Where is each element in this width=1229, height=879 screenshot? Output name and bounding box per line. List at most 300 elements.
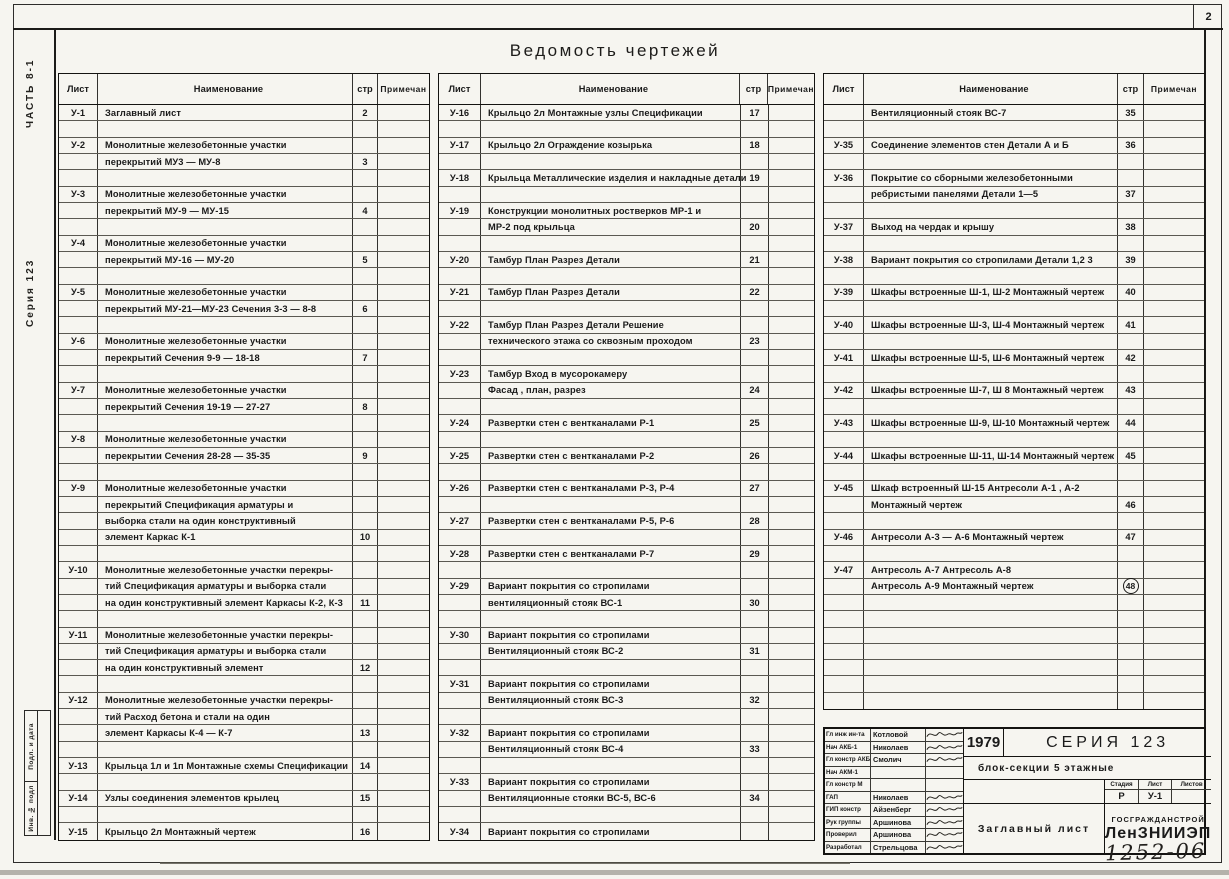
series-row	[964, 729, 1211, 757]
page-number-cell	[741, 579, 769, 594]
sheet-number-cell: У-2	[59, 138, 98, 153]
col-header-page: стр	[353, 74, 378, 104]
sheet-number-cell	[59, 644, 98, 659]
page-number-cell	[353, 513, 378, 528]
page-number-cell: 23	[741, 334, 769, 349]
page-number-cell: 34	[741, 791, 769, 806]
sheet-number-cell: У-26	[439, 481, 481, 496]
page-number-cell	[741, 758, 769, 773]
note-cell	[769, 334, 814, 349]
note-cell	[1144, 334, 1204, 349]
table-row	[824, 693, 1204, 709]
page-number-cell	[353, 464, 378, 479]
drawing-name-cell: Крыльца Металлические изделия и накладные детали	[481, 170, 741, 185]
table-row	[59, 121, 429, 137]
drawing-name-cell: Вариант покрытия со стропилами Детали 1,2 3	[864, 252, 1118, 267]
page-number-cell: 18	[741, 138, 769, 153]
page-number-cell	[1118, 203, 1144, 218]
table-row	[59, 758, 429, 774]
drawing-name-cell: на один конструктивный элемент	[98, 660, 353, 675]
handwritten-document-number: 1252-06	[1104, 838, 1207, 866]
sheet-number-cell	[439, 644, 481, 659]
signature-mark	[926, 842, 963, 853]
page-number-cell	[741, 366, 769, 381]
note-cell	[769, 121, 814, 136]
note-cell	[769, 170, 814, 185]
page-number-cell: 15	[353, 791, 378, 806]
signature-row	[825, 754, 963, 767]
signature-name: Стрельцова	[871, 842, 926, 854]
page-number-cell	[741, 807, 769, 822]
signature-row	[825, 804, 963, 817]
series-cell: СЕРИЯ 123	[1046, 733, 1170, 751]
page-number-cell	[741, 432, 769, 447]
page-number-cell: 38	[1118, 219, 1144, 234]
page-number-cell	[353, 219, 378, 234]
stamp-empty-cell	[38, 711, 50, 835]
page-number-cell	[353, 693, 378, 708]
note-cell	[378, 807, 429, 822]
signature-cell	[926, 742, 963, 754]
note-cell	[378, 676, 429, 691]
sheet-number-cell	[59, 742, 98, 757]
sheet-number-cell	[824, 121, 864, 136]
drawing-name-cell: Узлы соединения элементов крылец	[98, 791, 353, 806]
page-number-cell	[353, 187, 378, 202]
note-cell	[769, 138, 814, 153]
signature-cell	[926, 792, 963, 804]
drawing-name-cell	[864, 595, 1118, 610]
drawing-name-cell: Вентиляционный стояк ВС-3	[481, 693, 741, 708]
page-number-cell: 35	[1118, 105, 1144, 120]
sheet-number-cell	[824, 154, 864, 169]
note-cell	[769, 366, 814, 381]
signature-row	[825, 779, 963, 792]
page-number-cell: 33	[741, 742, 769, 757]
signature-role: Гл констр АКБ	[825, 754, 871, 766]
table-row	[439, 823, 814, 839]
drawing-name-cell	[864, 611, 1118, 626]
col-header-sheet: Лист	[439, 74, 481, 104]
empty-cell	[964, 780, 1105, 803]
drawing-name-cell: технического этажа со сквозным проходом	[481, 334, 741, 349]
note-cell	[378, 350, 429, 365]
sheet-number-cell	[439, 497, 481, 512]
sheet-number-cell	[824, 203, 864, 218]
page-number-cell	[353, 562, 378, 577]
table-row	[439, 252, 814, 268]
table-row	[59, 774, 429, 790]
drawing-name-cell: Вариант покрытия со стропилами	[481, 774, 741, 789]
note-cell	[769, 448, 814, 463]
table-row	[824, 644, 1204, 660]
note-cell	[1144, 464, 1204, 479]
note-cell	[1144, 154, 1204, 169]
sheet-number-cell: У-17	[439, 138, 481, 153]
page-number-cell	[353, 644, 378, 659]
note-cell	[1144, 350, 1204, 365]
drawing-name-cell: тий Спецификация арматуры и выборка стали	[98, 644, 353, 659]
col-header-sheet: Лист	[59, 74, 98, 104]
page-number-cell	[353, 709, 378, 724]
table-row	[59, 513, 429, 529]
drawing-name-cell	[864, 366, 1118, 381]
drawing-name-cell	[481, 236, 741, 251]
table-row	[439, 236, 814, 252]
drawing-name-cell: Покрытие со сборными железобетонными	[864, 170, 1118, 185]
sheet-number-cell: У-10	[59, 562, 98, 577]
page-title: Ведомость чертежей	[509, 41, 721, 60]
sheet-number-cell: У-27	[439, 513, 481, 528]
sheet-number-cell	[59, 399, 98, 414]
note-cell	[378, 758, 429, 773]
note-cell	[378, 105, 429, 120]
table-row	[439, 187, 814, 203]
table-row	[59, 268, 429, 284]
note-cell	[378, 481, 429, 496]
note-cell	[769, 252, 814, 267]
note-cell	[378, 611, 429, 626]
page-number-cell: 45	[1118, 448, 1144, 463]
sheet-number-cell: У-12	[59, 693, 98, 708]
drawing-name-cell: элемент Каркасы К-4 — К-7	[98, 725, 353, 740]
drawing-name-cell	[864, 121, 1118, 136]
page-number-cell: 40	[1118, 285, 1144, 300]
sheet-number-cell: У-47	[824, 562, 864, 577]
signature-name: Николаев	[871, 792, 926, 804]
signature-role: Нач АКМ-1	[825, 767, 871, 779]
drawing-name-cell: Вентиляционные стояки ВС-5, ВС-6	[481, 791, 741, 806]
table-row	[439, 791, 814, 807]
note-cell	[1144, 611, 1204, 626]
note-cell	[378, 203, 429, 218]
sheet-number-cell: У-3	[59, 187, 98, 202]
table-row	[59, 154, 429, 170]
page-number-cell	[1118, 432, 1144, 447]
stage-label: Стадия	[1105, 780, 1139, 789]
sheet-number-cell: У-31	[439, 676, 481, 691]
page-number-cell	[741, 497, 769, 512]
drawing-name-cell	[98, 611, 353, 626]
sheet-number-cell: У-13	[59, 758, 98, 773]
note-cell	[378, 742, 429, 757]
sheet-number-cell	[824, 399, 864, 414]
table-row	[824, 399, 1204, 415]
table-row	[439, 774, 814, 790]
sheet-number-cell	[439, 154, 481, 169]
drawing-name-cell: Выход на чердак и крышу	[864, 219, 1118, 234]
drawing-name-cell: Шкафы встроенные Ш-11, Ш-14 Монтажный чертеж	[864, 448, 1118, 463]
page-number-cell	[1118, 611, 1144, 626]
page-number-cell: 11	[353, 595, 378, 610]
page-number-cell: 3	[353, 154, 378, 169]
drawing-name-cell: Монолитные железобетонные участки перекры-	[98, 693, 353, 708]
table-header	[59, 74, 429, 105]
page-number-cell	[741, 399, 769, 414]
title-block	[823, 727, 1212, 855]
note-cell	[1144, 203, 1204, 218]
signature-row	[825, 729, 963, 742]
page-number-cell	[353, 742, 378, 757]
signature-cell	[926, 817, 963, 829]
drawing-name-cell: Крыльцо 2л Ограждение козырька	[481, 138, 741, 153]
circled-page-number: 48	[1123, 578, 1139, 594]
page-number: 2	[1193, 5, 1223, 28]
sheet-number-cell: У-28	[439, 546, 481, 561]
page-number-cell	[1118, 170, 1144, 185]
table-row	[439, 366, 814, 382]
drawing-name-cell: перекрытий МУ3 — МУ-8	[98, 154, 353, 169]
drawing-name-cell	[864, 268, 1118, 283]
note-cell	[769, 285, 814, 300]
sheet-number-cell: У-29	[439, 579, 481, 594]
note-cell	[1144, 432, 1204, 447]
page-number-cell	[353, 334, 378, 349]
note-cell	[378, 774, 429, 789]
table-row	[59, 170, 429, 186]
page-number-cell	[1118, 693, 1144, 709]
note-cell	[769, 464, 814, 479]
table-row	[59, 595, 429, 611]
signature-mark	[926, 817, 963, 828]
note-cell	[1144, 138, 1204, 153]
drawing-name-cell: Монтажный чертеж	[864, 497, 1118, 512]
table-row	[439, 546, 814, 562]
table-row	[59, 236, 429, 252]
table-row	[824, 562, 1204, 578]
note-cell	[378, 644, 429, 659]
note-cell	[769, 105, 814, 120]
table-row	[439, 105, 814, 121]
table-row	[439, 121, 814, 137]
sheet-number-cell	[824, 513, 864, 528]
note-cell	[1144, 693, 1204, 709]
table-row	[59, 791, 429, 807]
drawing-name-cell: Вариант покрытия со стропилами	[481, 823, 741, 839]
table-row	[59, 285, 429, 301]
note-cell	[769, 497, 814, 512]
page-number-cell	[353, 268, 378, 283]
sheet-number-cell	[824, 644, 864, 659]
drawing-name-cell: Развертки стен с вентканалами Р-3, Р-4	[481, 481, 741, 496]
page-number-cell: 4	[353, 203, 378, 218]
table-row	[59, 219, 429, 235]
signature-cell	[926, 729, 963, 741]
sheet-number-cell	[59, 513, 98, 528]
sheet-number-cell	[824, 611, 864, 626]
page-number-cell	[1118, 628, 1144, 643]
page-number-cell	[1118, 399, 1144, 414]
note-cell	[1144, 513, 1204, 528]
page-number-cell	[353, 611, 378, 626]
sheet-number-cell	[59, 448, 98, 463]
note-cell	[769, 317, 814, 332]
table-row	[824, 170, 1204, 186]
page-number-cell	[1118, 644, 1144, 659]
sheet-number-cell: У-30	[439, 628, 481, 643]
table-row	[59, 628, 429, 644]
drawing-name-cell: Крыльцо 2л Монтажные узлы Спецификации	[481, 105, 741, 120]
note-cell	[378, 432, 429, 447]
table-row	[59, 660, 429, 676]
page-number-cell	[1118, 579, 1144, 594]
table-row	[439, 464, 814, 480]
note-cell	[769, 562, 814, 577]
sheet-number-cell	[59, 415, 98, 430]
table-row	[439, 530, 814, 546]
sheet-number-cell	[824, 268, 864, 283]
sheet-number-cell: У-19	[439, 203, 481, 218]
note-cell	[1144, 595, 1204, 610]
page-number-cell	[353, 415, 378, 430]
table-row	[59, 187, 429, 203]
sheet-number-cell	[59, 530, 98, 545]
table-header	[439, 74, 814, 105]
drawing-name-cell: Антресоль А-9 Монтажный чертеж	[864, 579, 1118, 594]
note-cell	[769, 432, 814, 447]
sheet-number-cell: У-37	[824, 219, 864, 234]
signature-row	[825, 742, 963, 755]
sheet-number-cell	[439, 611, 481, 626]
drawings-table-3	[823, 73, 1205, 710]
drawing-name-cell	[98, 774, 353, 789]
note-cell	[378, 121, 429, 136]
table-row	[824, 138, 1204, 154]
drawing-name-cell: Заглавный лист	[98, 105, 353, 120]
signature-mark	[926, 792, 963, 803]
signature-row	[825, 792, 963, 805]
signature-name	[871, 767, 926, 779]
drawing-name-cell: Тамбур План Разрез Детали	[481, 285, 741, 300]
sheets-label: Листов	[1180, 781, 1203, 788]
title-block-right	[964, 729, 1211, 853]
sheet-number-cell	[59, 676, 98, 691]
table-row	[824, 595, 1204, 611]
note-cell	[378, 252, 429, 267]
drawing-name-cell: Развертки стен с вентканалами Р-1	[481, 415, 741, 430]
page-number-cell	[1118, 464, 1144, 479]
table-row	[59, 611, 429, 627]
table-row	[824, 448, 1204, 464]
signature-cell	[926, 842, 963, 854]
page-number-cell	[353, 121, 378, 136]
page-number-cell	[741, 709, 769, 724]
drawing-name-cell	[481, 660, 741, 675]
note-cell	[1144, 546, 1204, 561]
drawing-name-cell: Монолитные железобетонные участки	[98, 334, 353, 349]
drawing-name-cell: Вентиляционный стояк ВС-2	[481, 644, 741, 659]
signature-name: Котловой	[871, 729, 926, 741]
signature-role: Разработал	[825, 842, 871, 854]
sheet-number-cell: У-36	[824, 170, 864, 185]
note-cell	[769, 203, 814, 218]
drawing-name-cell: Антресоль А-7 Антресоль А-8	[864, 562, 1118, 577]
drawing-name-cell	[98, 219, 353, 234]
stage-value: Р	[1105, 790, 1139, 803]
table-row	[824, 350, 1204, 366]
sheet-number-cell	[59, 709, 98, 724]
drawing-name-cell: перекрытий МУ-16 — МУ-20	[98, 252, 353, 267]
note-cell	[769, 709, 814, 724]
sheet-number-cell	[824, 579, 864, 594]
stamp-cell	[25, 711, 37, 782]
signature-mark	[926, 829, 963, 840]
sheet-number-cell	[439, 268, 481, 283]
stage-sheet-block	[1105, 780, 1211, 803]
sheet-number-cell	[824, 366, 864, 381]
drawing-name-cell: Монолитные железобетонные участки	[98, 236, 353, 251]
drawing-name-cell	[98, 415, 353, 430]
table-row	[59, 138, 429, 154]
signature-role: ГИП констр	[825, 804, 871, 816]
sheet-number-cell	[439, 121, 481, 136]
drawing-name-cell	[864, 628, 1118, 643]
drawing-name-cell: Тамбур План Разрез Детали	[481, 252, 741, 267]
table-row	[824, 432, 1204, 448]
page-number-cell: 36	[1118, 138, 1144, 153]
table-row	[439, 660, 814, 676]
note-cell	[1144, 399, 1204, 414]
sheet-number-cell: У-46	[824, 530, 864, 545]
table-row	[439, 579, 814, 595]
note-cell	[769, 758, 814, 773]
drawing-name-cell: вентиляционный стояк ВС-1	[481, 595, 741, 610]
table-row	[824, 317, 1204, 333]
table-row	[824, 660, 1204, 676]
drawing-name-cell: МР-2 под крыльца	[481, 219, 741, 234]
table-row	[439, 219, 814, 235]
table-row	[824, 236, 1204, 252]
table-row	[439, 807, 814, 823]
sheets-value	[1172, 790, 1211, 803]
sheet-number-cell	[59, 203, 98, 218]
drawing-name-cell: Монолитные железобетонные участки	[98, 383, 353, 398]
sheet-number-cell	[439, 432, 481, 447]
sheet-number-cell	[439, 530, 481, 545]
drawing-name-cell	[864, 432, 1118, 447]
sheet-number-cell: У-21	[439, 285, 481, 300]
page-number-cell	[1118, 595, 1144, 610]
signature-mark	[926, 754, 963, 765]
page-number-cell	[353, 481, 378, 496]
table-row	[824, 366, 1204, 382]
drawing-name-cell: элемент Каркас К-1	[98, 530, 353, 545]
note-cell	[1144, 562, 1204, 577]
col-header-note: Примечан	[767, 84, 815, 94]
table-row	[824, 628, 1204, 644]
note-cell	[378, 660, 429, 675]
drawing-name-cell	[864, 660, 1118, 675]
sheet-number-cell	[439, 464, 481, 479]
signature-mark	[926, 742, 963, 753]
note-cell	[378, 725, 429, 740]
note-cell	[378, 823, 429, 839]
table-row	[824, 546, 1204, 562]
note-cell	[378, 448, 429, 463]
page-number-cell: 21	[741, 252, 769, 267]
page-number-cell	[741, 187, 769, 202]
drawing-name-cell	[98, 121, 353, 136]
drawing-name-cell: Монолитные железобетонные участки перекры-	[98, 628, 353, 643]
note-cell	[1144, 676, 1204, 691]
page-number-cell	[1118, 236, 1144, 251]
note-cell	[1144, 448, 1204, 463]
sheet-number-cell: У-25	[439, 448, 481, 463]
note-cell	[1144, 285, 1204, 300]
page-number-cell	[741, 660, 769, 675]
drawing-name-cell	[98, 268, 353, 283]
table-row	[824, 285, 1204, 301]
